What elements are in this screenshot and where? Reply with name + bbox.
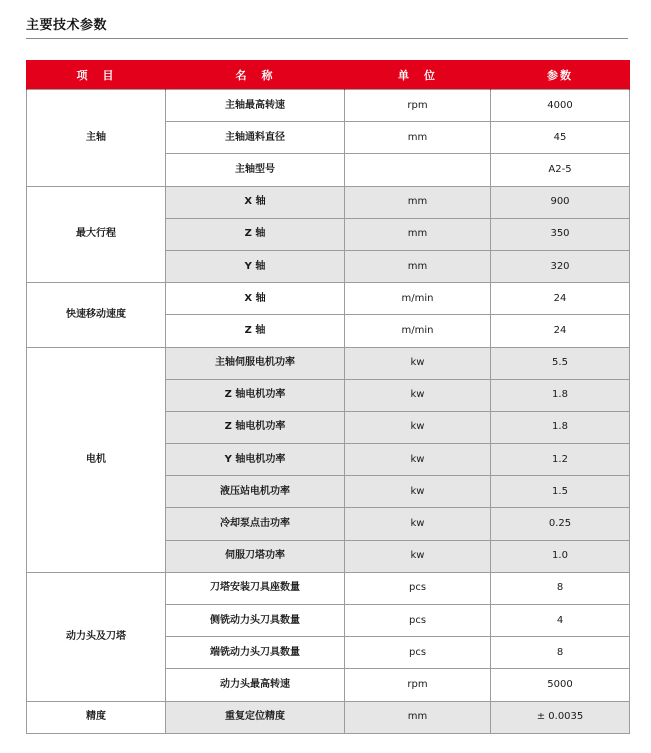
param-unit: kw bbox=[345, 508, 491, 540]
group-label: 精度 bbox=[27, 701, 166, 733]
header-name: 名 称 bbox=[166, 60, 345, 90]
param-name: Z 轴 bbox=[166, 315, 345, 347]
header-item: 项 目 bbox=[27, 60, 166, 90]
header-value: 参数 bbox=[491, 60, 630, 90]
param-value: 5000 bbox=[491, 669, 630, 701]
param-name: Y 轴 bbox=[166, 250, 345, 282]
param-unit: kw bbox=[345, 444, 491, 476]
param-name: 主轴型号 bbox=[166, 154, 345, 186]
header-unit: 单 位 bbox=[345, 60, 491, 90]
param-name: Z 轴电机功率 bbox=[166, 379, 345, 411]
param-name: 刀塔安装刀具座数量 bbox=[166, 572, 345, 604]
param-unit: pcs bbox=[345, 572, 491, 604]
param-value: 8 bbox=[491, 572, 630, 604]
param-unit: kw bbox=[345, 411, 491, 443]
param-name: 主轴最高转速 bbox=[166, 90, 345, 122]
table-row bbox=[27, 347, 630, 379]
param-unit: mm bbox=[345, 186, 491, 218]
param-name: 重复定位精度 bbox=[166, 701, 345, 733]
param-value: 1.2 bbox=[491, 444, 630, 476]
group-label: 电机 bbox=[27, 347, 166, 572]
param-value: 0.25 bbox=[491, 508, 630, 540]
param-name: 液压站电机功率 bbox=[166, 476, 345, 508]
param-unit: kw bbox=[345, 540, 491, 572]
param-value: 1.0 bbox=[491, 540, 630, 572]
table-row bbox=[27, 572, 630, 604]
param-name: 伺服刀塔功率 bbox=[166, 540, 345, 572]
param-value: 1.8 bbox=[491, 379, 630, 411]
param-unit: pcs bbox=[345, 605, 491, 637]
param-name: Z 轴 bbox=[166, 218, 345, 250]
group-label: 最大行程 bbox=[27, 186, 166, 283]
param-name: 主轴伺服电机功率 bbox=[166, 347, 345, 379]
param-unit: mm bbox=[345, 218, 491, 250]
param-value: 1.5 bbox=[491, 476, 630, 508]
param-value: 5.5 bbox=[491, 347, 630, 379]
param-unit: rpm bbox=[345, 669, 491, 701]
param-name: 端铣动力头刀具数量 bbox=[166, 637, 345, 669]
param-value: 4000 bbox=[491, 90, 630, 122]
page-title: 主要技术参数 bbox=[26, 18, 108, 33]
param-unit bbox=[345, 154, 491, 186]
table-row bbox=[27, 283, 630, 315]
param-value: 1.8 bbox=[491, 411, 630, 443]
param-unit: rpm bbox=[345, 90, 491, 122]
group-label: 快速移动速度 bbox=[27, 283, 166, 347]
spec-table bbox=[26, 60, 630, 734]
param-name: X 轴 bbox=[166, 186, 345, 218]
param-value: 900 bbox=[491, 186, 630, 218]
group-label: 动力头及刀塔 bbox=[27, 572, 166, 701]
param-name: 冷却泵点击功率 bbox=[166, 508, 345, 540]
param-value: 8 bbox=[491, 637, 630, 669]
param-unit: kw bbox=[345, 476, 491, 508]
table-row bbox=[27, 701, 630, 733]
table-row bbox=[27, 186, 630, 218]
title-divider bbox=[26, 38, 628, 39]
param-value: 350 bbox=[491, 218, 630, 250]
param-value: 24 bbox=[491, 315, 630, 347]
table-row bbox=[27, 90, 630, 122]
spec-table-body bbox=[27, 90, 630, 734]
param-unit: pcs bbox=[345, 637, 491, 669]
param-value: 45 bbox=[491, 122, 630, 154]
param-unit: mm bbox=[345, 122, 491, 154]
param-unit: kw bbox=[345, 379, 491, 411]
param-value: 4 bbox=[491, 605, 630, 637]
param-unit: m/min bbox=[345, 283, 491, 315]
table-header-row bbox=[27, 60, 630, 90]
param-name: 动力头最高转速 bbox=[166, 669, 345, 701]
param-name: Y 轴电机功率 bbox=[166, 444, 345, 476]
param-unit: mm bbox=[345, 250, 491, 282]
param-value: 320 bbox=[491, 250, 630, 282]
param-name: 主轴通料直径 bbox=[166, 122, 345, 154]
param-value: A2-5 bbox=[491, 154, 630, 186]
param-name: X 轴 bbox=[166, 283, 345, 315]
param-unit: m/min bbox=[345, 315, 491, 347]
param-unit: kw bbox=[345, 347, 491, 379]
param-value: 24 bbox=[491, 283, 630, 315]
param-name: Z 轴电机功率 bbox=[166, 411, 345, 443]
param-name: 侧铣动力头刀具数量 bbox=[166, 605, 345, 637]
param-value: ± 0.0035 bbox=[491, 701, 630, 733]
group-label: 主轴 bbox=[27, 90, 166, 187]
param-unit: mm bbox=[345, 701, 491, 733]
